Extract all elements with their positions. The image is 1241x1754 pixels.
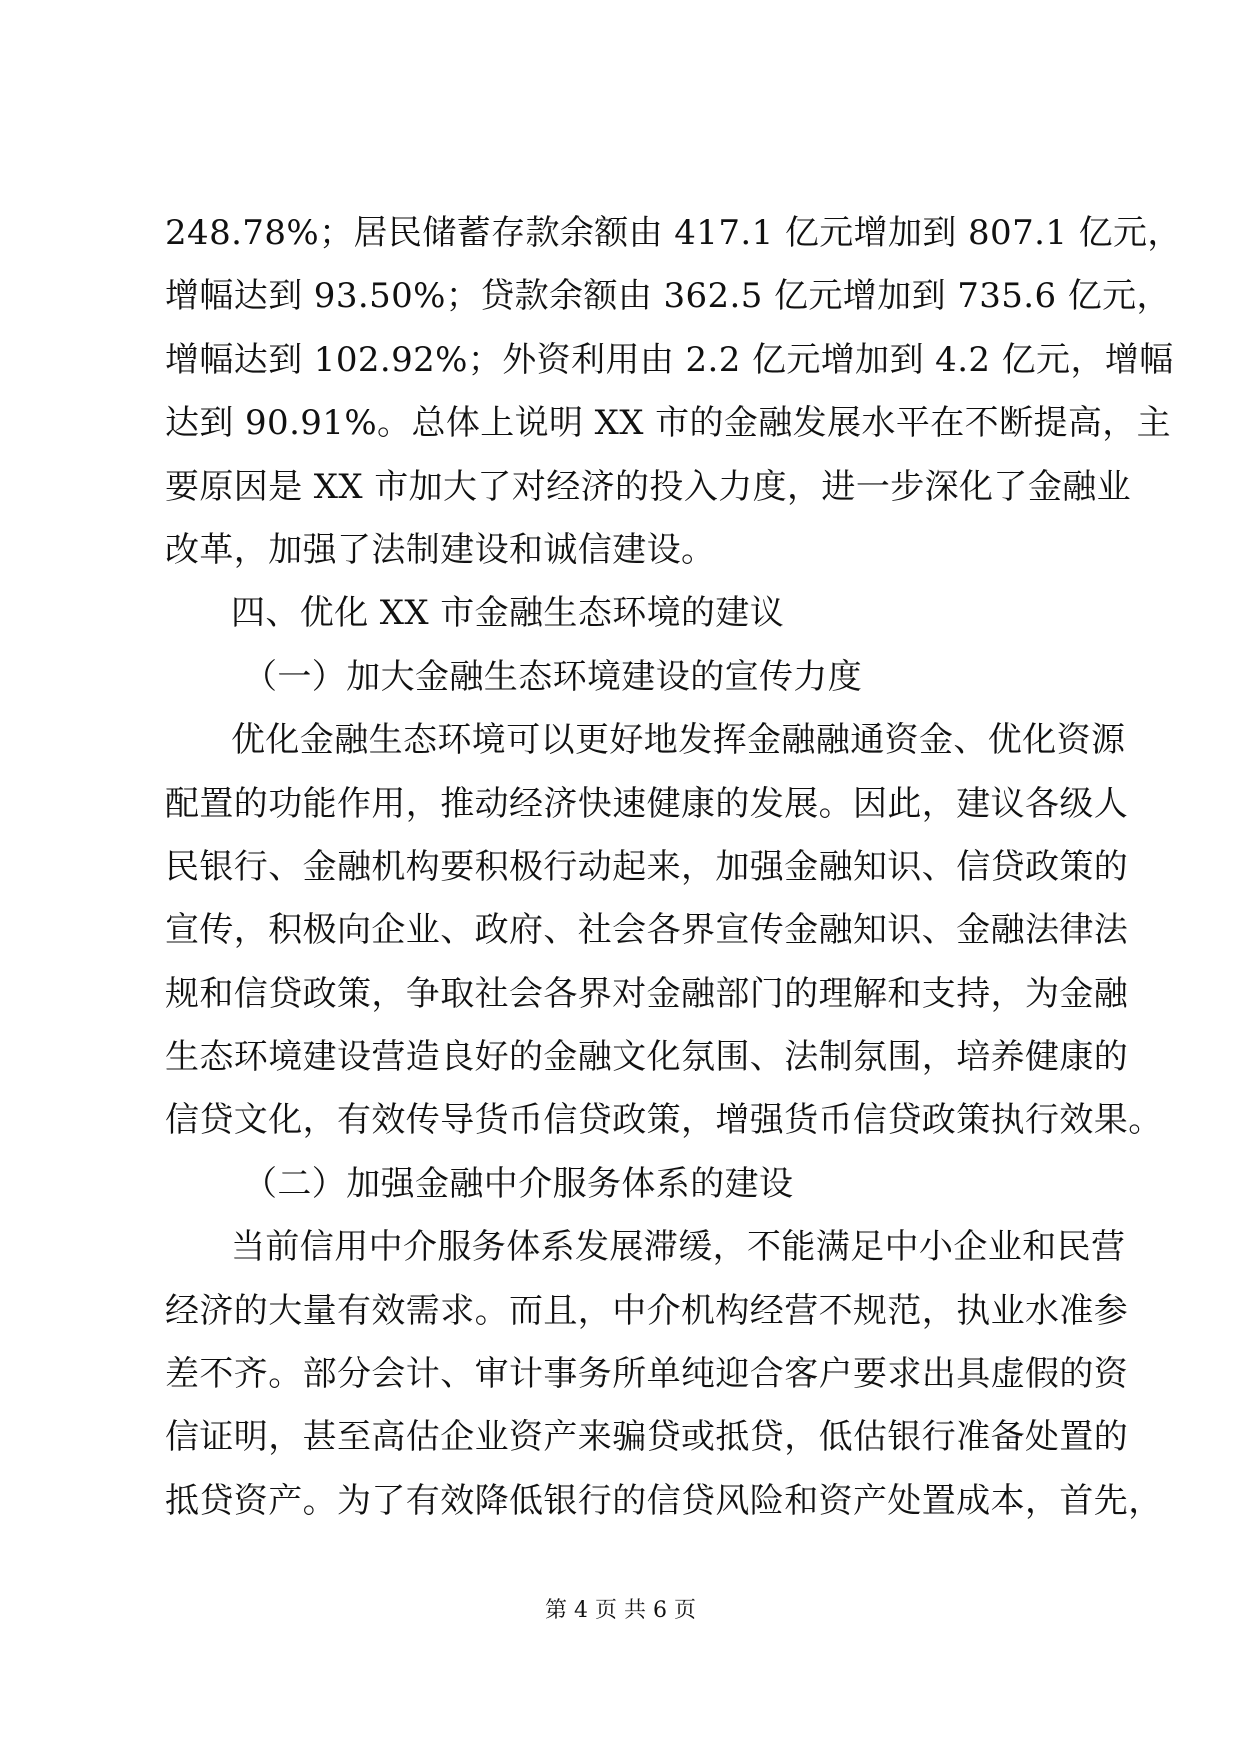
paragraph-start-line: 优化金融生态环境可以更好地发挥金融融通资金、优化资源 [231,720,1126,761]
text-line: 抵贷资产。为了有效降低银行的信贷风险和资产处置成本，首先， [165,1480,1163,1521]
text-line: 要原因是 XX 市加大了对经济的投入力度，进一步深化了金融业 [165,466,1132,507]
text-line: 宣传，积极向企业、政府、社会各界宣传金融知识、金融法律法 [165,910,1129,951]
text-line: 改革，加强了法制建设和诚信建设。 [165,529,716,570]
subsection-heading: （二）加强金融中介服务体系的建设 [243,1163,794,1204]
text-line: 经济的大量有效需求。而且，中介机构经营不规范，执业水准参 [165,1290,1129,1331]
paragraph-start-line: 当前信用中介服务体系发展滞缓，不能满足中小企业和民营 [231,1227,1126,1268]
text-line: 差不齐。部分会计、审计事务所单纯迎合客户要求出具虚假的资 [165,1354,1129,1395]
text-line: 增幅达到 102.92%；外资利用由 2.2 亿元增加到 4.2 亿元，增幅 [165,339,1174,380]
text-line: 248.78%；居民储蓄存款余额由 417.1 亿元增加到 807.1 亿元， [165,213,1182,253]
section-heading: 四、优化 XX 市金融生态环境的建议 [231,593,785,634]
text-line: 生态环境建设营造良好的金融文化氛围、法制氛围，培养健康的 [165,1037,1129,1078]
text-line: 信证明，甚至高估企业资产来骗贷或抵贷，低估银行准备处置的 [165,1417,1129,1458]
text-line: 配置的功能作用，推动经济快速健康的发展。因此，建议各级人 [165,783,1129,824]
document-body [165,202,1182,1533]
text-line: 增幅达到 93.50%；贷款余额由 362.5 亿元增加到 735.6 亿元， [165,276,1171,317]
text-line: 达到 90.91%。总体上说明 XX 市的金融发展水平在不断提高，主 [165,403,1172,444]
text-line: 民银行、金融机构要积极行动起来，加强金融知识、信贷政策的 [165,846,1129,887]
text-line: 信贷文化，有效传导货币信贷政策，增强货币信贷政策执行效果。 [165,1100,1163,1141]
page-number: 第 4 页 共 6 页 [545,1598,696,1623]
subsection-heading: （一）加大金融生态环境建设的宣传力度 [243,656,863,697]
text-line: 规和信贷政策，争取社会各界对金融部门的理解和支持，为金融 [165,973,1129,1014]
